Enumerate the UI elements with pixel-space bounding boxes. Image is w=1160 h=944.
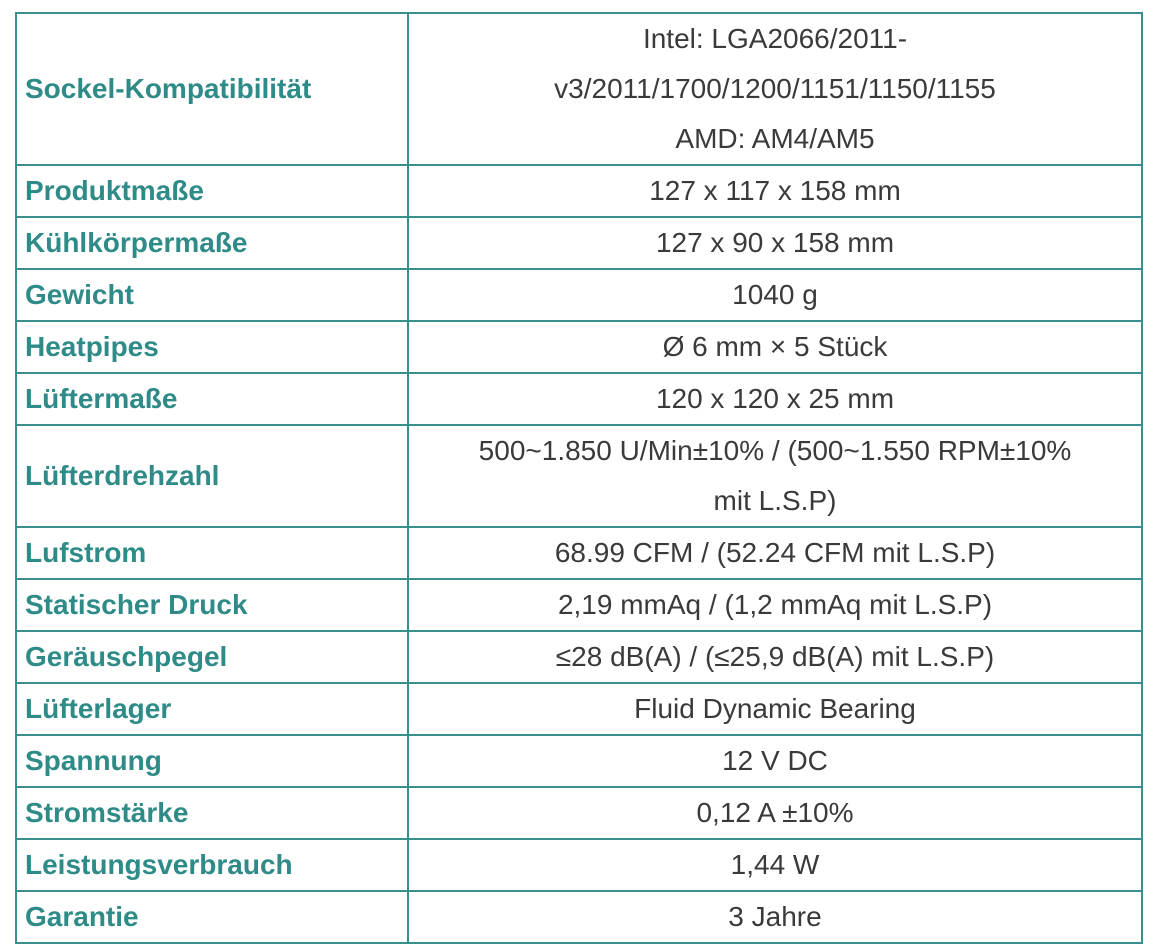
spec-label: Lüfterlager	[16, 683, 408, 735]
spec-value: 1,44 W	[408, 839, 1142, 891]
spec-label: Lüfterdrehzahl	[16, 425, 408, 527]
spec-table	[15, 12, 1143, 944]
spec-label: Kühlkörpermaße	[16, 217, 408, 269]
table-row	[16, 891, 1142, 943]
spec-value: 127 x 90 x 158 mm	[408, 217, 1142, 269]
spec-label: Garantie	[16, 891, 408, 943]
spec-label: Lüftermaße	[16, 373, 408, 425]
table-row	[16, 269, 1142, 321]
table-row	[16, 13, 1142, 165]
table-row	[16, 735, 1142, 787]
table-row	[16, 787, 1142, 839]
spec-label: Statischer Druck	[16, 579, 408, 631]
spec-value: Ø 6 mm × 5 Stück	[408, 321, 1142, 373]
spec-label: Geräuschpegel	[16, 631, 408, 683]
spec-value: 127 x 117 x 158 mm	[408, 165, 1142, 217]
spec-label: Gewicht	[16, 269, 408, 321]
spec-label: Spannung	[16, 735, 408, 787]
spec-label: Lufstrom	[16, 527, 408, 579]
spec-label: Stromstärke	[16, 787, 408, 839]
table-row	[16, 165, 1142, 217]
spec-label: Sockel-Kompatibilität	[16, 13, 408, 165]
table-row	[16, 839, 1142, 891]
spec-value: 2,19 mmAq / (1,2 mmAq mit L.S.P)	[408, 579, 1142, 631]
spec-label: Leistungsverbrauch	[16, 839, 408, 891]
table-row	[16, 631, 1142, 683]
table-row	[16, 579, 1142, 631]
spec-value: 1040 g	[408, 269, 1142, 321]
spec-value: 0,12 A ±10%	[408, 787, 1142, 839]
spec-value: 3 Jahre	[408, 891, 1142, 943]
spec-value-line: 500~1.850 U/Min±10% / (500~1.550 RPM±10%	[478, 435, 1072, 466]
table-row	[16, 373, 1142, 425]
spec-value-line: v3/2011/1700/1200/1151/1150/1155	[554, 73, 996, 104]
spec-value: 12 V DC	[408, 735, 1142, 787]
table-row	[16, 425, 1142, 527]
spec-value: Fluid Dynamic Bearing	[408, 683, 1142, 735]
table-row	[16, 683, 1142, 735]
spec-value-line: mit L.S.P)	[713, 485, 837, 516]
spec-value-line: Intel: LGA2066/2011-	[642, 23, 908, 54]
spec-value	[408, 13, 1142, 165]
table-row	[16, 527, 1142, 579]
spec-value: ≤28 dB(A) / (≤25,9 dB(A) mit L.S.P)	[408, 631, 1142, 683]
spec-value: 120 x 120 x 25 mm	[408, 373, 1142, 425]
spec-value: 68.99 CFM / (52.24 CFM mit L.S.P)	[408, 527, 1142, 579]
spec-value-line: AMD: AM4/AM5	[675, 123, 875, 154]
table-row	[16, 217, 1142, 269]
spec-value	[408, 425, 1142, 527]
spec-label: Produktmaße	[16, 165, 408, 217]
table-row	[16, 321, 1142, 373]
spec-label: Heatpipes	[16, 321, 408, 373]
